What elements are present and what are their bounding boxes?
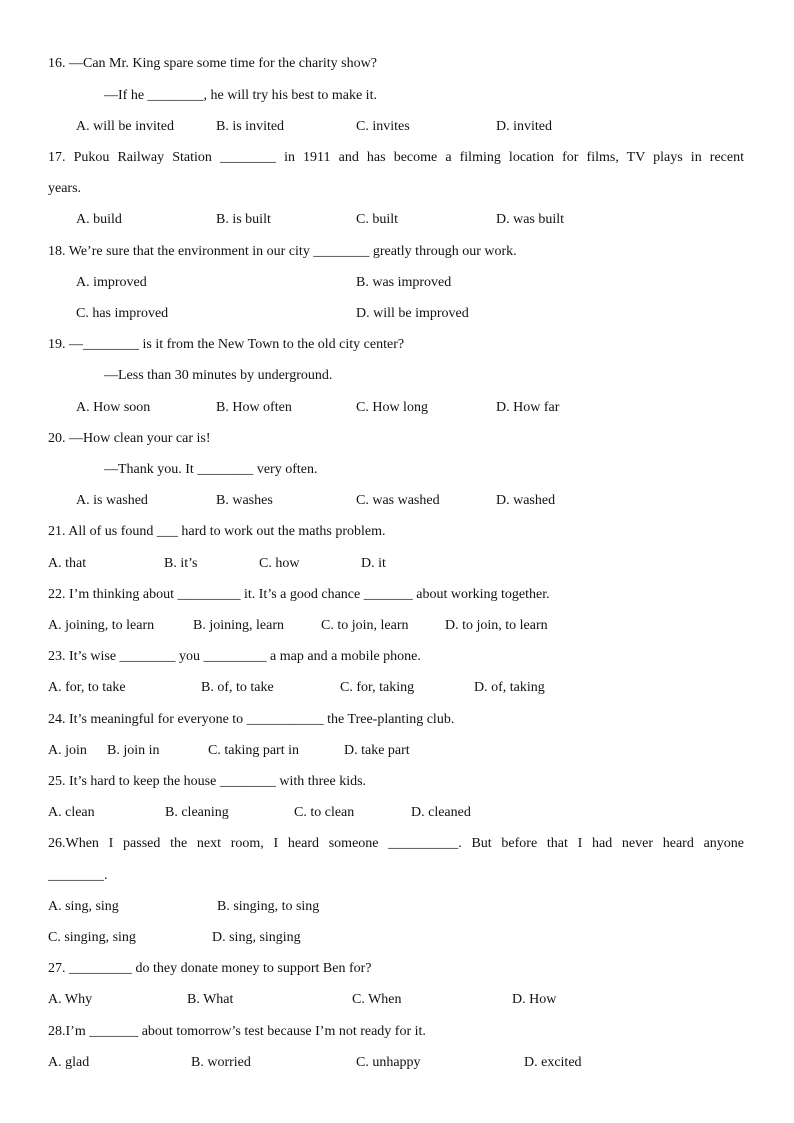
- q18-option-b[interactable]: B. was improved: [356, 275, 452, 290]
- q21-option-d[interactable]: D. it: [361, 556, 386, 571]
- q16-option-c[interactable]: C. invites: [356, 119, 410, 134]
- q25-option-b[interactable]: B. cleaning: [165, 805, 229, 820]
- q22-option-a[interactable]: A. joining, to learn: [48, 618, 155, 633]
- question-27-stem: 27. _________ do they donate money to support Ben for?: [48, 961, 372, 976]
- q18-option-d[interactable]: D. will be improved: [356, 306, 469, 321]
- q25-option-a[interactable]: A. clean: [48, 805, 95, 820]
- question-21-stem: 21. All of us found ___ hard to work out the maths problem.: [48, 524, 386, 539]
- q19-option-c[interactable]: C. How long: [356, 400, 428, 415]
- q16-option-a[interactable]: A. will be invited: [76, 119, 174, 134]
- q24-option-a[interactable]: A. join: [48, 743, 87, 758]
- q17-option-c[interactable]: C. built: [356, 212, 399, 227]
- question-16-stem: 16. —Can Mr. King spare some time for the charity show?: [48, 56, 377, 71]
- q22-option-c[interactable]: C. to join, learn: [321, 618, 409, 633]
- question-23-stem: 23. It’s wise ________ you _________ a map and a mobile phone.: [48, 649, 421, 664]
- question-20-reply: —Thank you. It ________ very often.: [104, 462, 318, 477]
- q26-option-b[interactable]: B. singing, to sing: [217, 899, 320, 914]
- question-26-stem: 26.When I passed the next room, I heard someone __________. But before that I had never heard anyone: [48, 836, 744, 851]
- q19-option-a[interactable]: A. How soon: [76, 400, 151, 415]
- question-19-reply: —Less than 30 minutes by underground.: [104, 368, 333, 383]
- q23-option-c[interactable]: C. for, taking: [340, 680, 415, 695]
- q19-option-b[interactable]: B. How often: [216, 400, 292, 415]
- q20-option-b[interactable]: B. washes: [216, 493, 273, 508]
- q27-option-c[interactable]: C. When: [352, 992, 402, 1007]
- q21-option-c[interactable]: C. how: [259, 556, 300, 571]
- q28-option-a[interactable]: A. glad: [48, 1055, 90, 1070]
- question-16-reply: —If he ________, he will try his best to make it.: [104, 88, 377, 103]
- question-26-stem-cont: ________.: [48, 868, 108, 883]
- question-20-stem: 20. —How clean your car is!: [48, 431, 211, 446]
- q23-option-b[interactable]: B. of, to take: [201, 680, 274, 695]
- q17-option-d[interactable]: D. was built: [496, 212, 565, 227]
- q17-option-b[interactable]: B. is built: [216, 212, 271, 227]
- q26-option-d[interactable]: D. sing, singing: [212, 930, 301, 945]
- question-18-stem: 18. We’re sure that the environment in our city ________ greatly through our work.: [48, 244, 517, 259]
- question-25-stem: 25. It’s hard to keep the house ________ with three kids.: [48, 774, 367, 789]
- q19-option-d[interactable]: D. How far: [496, 400, 560, 415]
- question-19-stem: 19. —________ is it from the New Town to the old city center?: [48, 337, 405, 352]
- q20-option-d[interactable]: D. washed: [496, 493, 556, 508]
- q24-option-b[interactable]: B. join in: [107, 743, 160, 758]
- q18-option-c[interactable]: C. has improved: [76, 306, 169, 321]
- q22-option-d[interactable]: D. to join, to learn: [445, 618, 548, 633]
- q21-option-b[interactable]: B. it’s: [164, 556, 198, 571]
- q27-option-a[interactable]: A. Why: [48, 992, 93, 1007]
- q25-option-c[interactable]: C. to clean: [294, 805, 355, 820]
- q18-option-a[interactable]: A. improved: [76, 275, 147, 290]
- question-24-stem: 24. It’s meaningful for everyone to ___________ the Tree-planting club.: [48, 712, 455, 727]
- q20-option-a[interactable]: A. is washed: [76, 493, 148, 508]
- q23-option-d[interactable]: D. of, taking: [474, 680, 545, 695]
- q25-option-d[interactable]: D. cleaned: [411, 805, 471, 820]
- q16-option-d[interactable]: D. invited: [496, 119, 552, 134]
- question-17-stem-cont: years.: [48, 181, 82, 196]
- question-22-stem: 22. I’m thinking about _________ it. It’s a good chance _______ about working together.: [48, 587, 550, 602]
- q28-option-d[interactable]: D. excited: [524, 1055, 582, 1070]
- q23-option-a[interactable]: A. for, to take: [48, 680, 126, 695]
- q22-option-b[interactable]: B. joining, learn: [193, 618, 284, 633]
- q24-option-c[interactable]: C. taking part in: [208, 743, 299, 758]
- q26-option-a[interactable]: A. sing, sing: [48, 899, 119, 914]
- q21-option-a[interactable]: A. that: [48, 556, 87, 571]
- q17-option-a[interactable]: A. build: [76, 212, 122, 227]
- q27-option-d[interactable]: D. How: [512, 992, 557, 1007]
- question-28-stem: 28.I’m _______ about tomorrow’s test because I’m not ready for it.: [48, 1024, 426, 1039]
- q26-option-c[interactable]: C. singing, sing: [48, 930, 136, 945]
- q27-option-b[interactable]: B. What: [187, 992, 234, 1007]
- q16-option-b[interactable]: B. is invited: [216, 119, 285, 134]
- q20-option-c[interactable]: C. was washed: [356, 493, 440, 508]
- question-17-stem: 17. Pukou Railway Station ________ in 1911 and has become a filming location for films, TV plays in recent: [48, 150, 744, 165]
- q28-option-c[interactable]: C. unhappy: [356, 1055, 421, 1070]
- q28-option-b[interactable]: B. worried: [191, 1055, 251, 1070]
- q24-option-d[interactable]: D. take part: [344, 743, 410, 758]
